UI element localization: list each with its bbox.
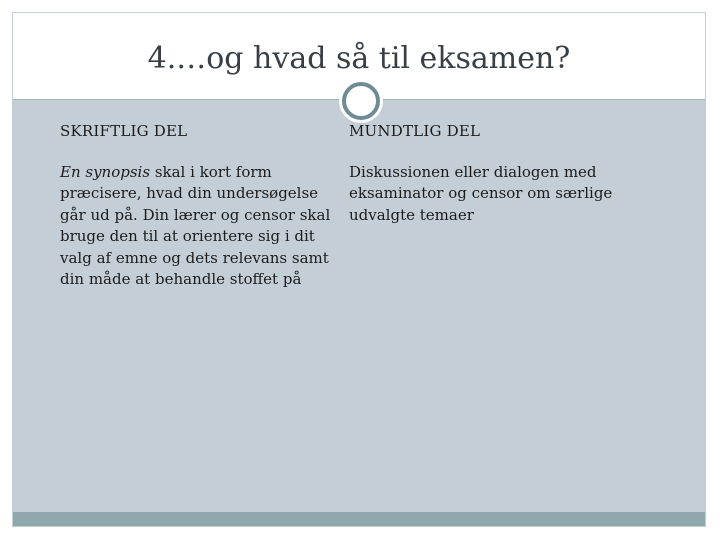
- oral-heading: MUNDTLIG DEL: [349, 122, 481, 140]
- circle-ornament-icon: [342, 82, 380, 120]
- slide-title: 4.…og hvad så til eksamen?: [147, 41, 571, 76]
- column-written: [60, 121, 340, 291]
- written-body-emphasis: En synopsis: [60, 162, 151, 181]
- column-oral: [349, 121, 639, 226]
- written-heading: SKRIFTLIG DEL: [60, 122, 188, 140]
- written-body: [60, 162, 340, 291]
- slide: [12, 12, 706, 527]
- bottom-bar: [13, 512, 705, 526]
- oral-body: Diskussionen eller dialogen med eksaminator og censor om særlige udvalgte temaer: [349, 162, 613, 224]
- written-body-text: skal i kort form præcisere, hvad din undersøgelse går ud på. Din lærer og censor skal bruge den til at orientere sig i dit valg af emne og dets relevans samt din måde at behandle stoffet på: [60, 162, 331, 288]
